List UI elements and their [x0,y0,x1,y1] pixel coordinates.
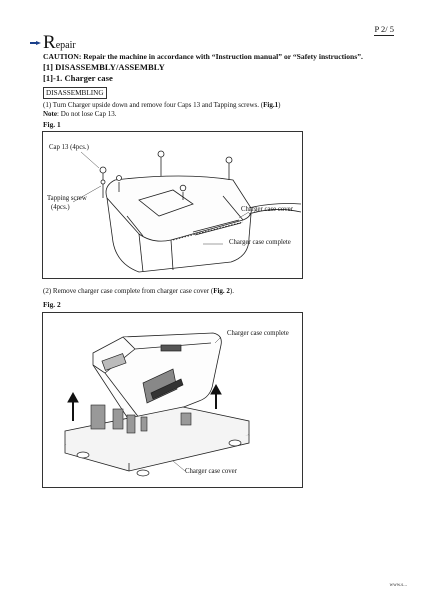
disassembling-label: DISASSEMBLING [43,87,107,99]
note-text: Note: Do not lose Cap 13. [43,110,117,118]
page-number: P 2/ 5 [374,24,394,34]
step-1-text: (1) Turn Charger upside down and remove four Caps 13 and Tapping screws. (Fig.1) [43,101,281,109]
charger-case-drawing [43,132,302,278]
label-charger-case-cover: Charger case cover [241,206,293,213]
subsection-title: [1]-1. Charger case [43,73,113,83]
figure-1-frame [42,131,303,279]
label-charger-case-complete-fig2: Charger case complete [227,330,289,337]
label-tapping-screw-qty: (4pcs.) [51,204,70,211]
label-charger-case-complete: Charger case complete [229,239,291,246]
label-tapping-screw: Tapping screw [47,195,87,202]
step-2-text: (2) Remove charger case complete from charger case cover (Fig. 2). [43,287,235,295]
section-title: [1] DISASSEMBLY/ASSEMBLY [43,62,165,72]
caution-text: CAUTION: Repair the machine in accordance with “Instruction manual” or “Safety instructions”. [43,52,363,61]
figure-2-frame [42,312,303,488]
fig2-title: Fig. 2 [43,300,61,309]
fig1-title: Fig. 1 [43,120,61,129]
arrow-marker-icon [30,41,41,45]
label-cap-13: Cap 13 (4pcs.) [49,144,89,151]
footer-watermark: www.s... [389,583,407,588]
label-charger-case-cover-fig2: Charger case cover [185,468,237,475]
section-heading: Repair [43,32,76,53]
charger-disassembly-drawing [43,313,302,487]
